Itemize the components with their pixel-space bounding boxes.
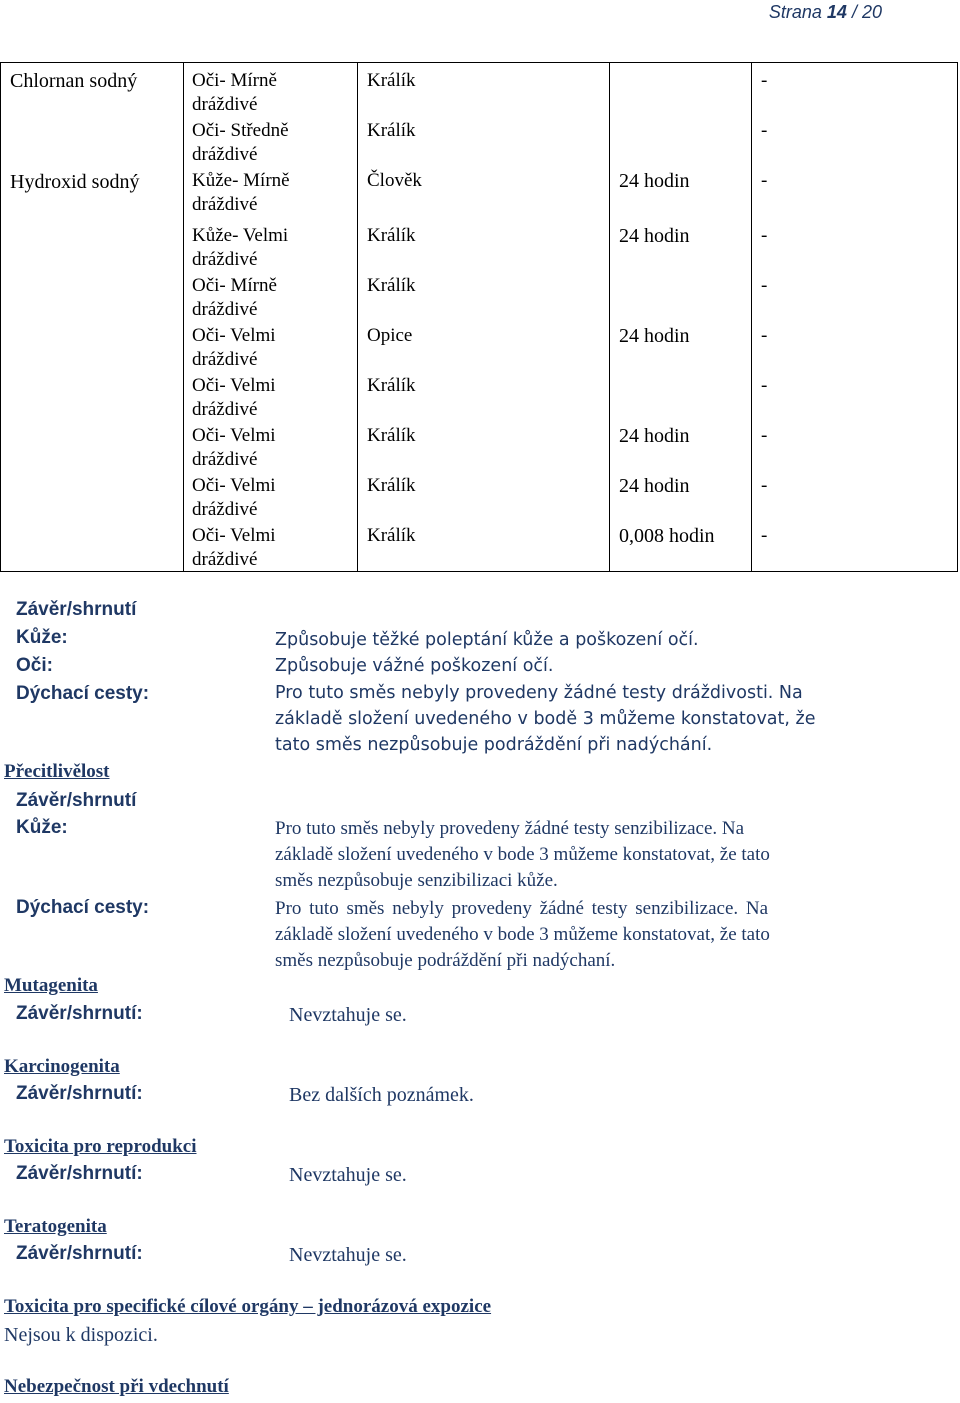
exposure-time: 24 hodin: [619, 475, 690, 497]
eyes-label: Oči:: [16, 655, 53, 676]
page-label: Strana: [768, 2, 827, 22]
text-line: Pro tuto směs nebyly provedeny žádné testy senzibilizace. Na: [275, 898, 769, 919]
effect-line-1: Oči- Mírně: [192, 70, 277, 91]
result-value: -: [761, 225, 768, 246]
test-species: Králík: [367, 525, 416, 546]
result-value: -: [761, 425, 768, 446]
result-value: -: [761, 275, 768, 296]
test-species: Králík: [367, 375, 416, 396]
skin-label: Kůže:: [16, 627, 68, 648]
table-border-left: [0, 62, 1, 572]
text-line: základě složení uvedeného v bodě 3 můžeme konstatovat, že: [275, 709, 816, 729]
sensitization-heading: Přecitlivělost: [4, 761, 110, 782]
effect-line-2: dráždivé: [192, 399, 258, 420]
exposure-time: 24 hodin: [619, 170, 690, 192]
table-border-bottom: [0, 571, 958, 572]
effect-line-2: dráždivé: [192, 94, 258, 115]
effect-line-2: dráždivé: [192, 549, 258, 570]
effect-line-1: Oči- Velmi: [192, 425, 276, 446]
teratogenicity-heading: Teratogenita: [4, 1216, 107, 1237]
table-col-divider: [751, 62, 752, 572]
respiratory-irritation-text: [275, 680, 815, 758]
skin-label: Kůže:: [16, 817, 68, 838]
effect-line-2: dráždivé: [192, 249, 258, 270]
text-line: Pro tuto směs nebyly provedeny žádné testy dráždivosti. Na: [275, 683, 803, 703]
skin-irritation-text: Způsobuje těžké poleptání kůže a poškození očí.: [275, 630, 699, 650]
teratogenicity-summary-label: Závěr/shrnutí:: [16, 1243, 143, 1264]
mutagenicity-summary-label: Závěr/shrnutí:: [16, 1003, 143, 1024]
page-number: [769, 2, 882, 23]
exposure-time: 24 hodin: [619, 225, 690, 247]
effect-line-1: Kůže- Mírně: [192, 170, 290, 191]
effect-line-1: Oči- Velmi: [192, 325, 276, 346]
text-line: směs nezpůsobuje podráždění při nadýchaní.: [275, 950, 616, 971]
effect-line-1: Kůže- Velmi: [192, 225, 289, 246]
text-line: základě složení uvedeného v bode 3 můžeme konstatovat, že tato: [275, 924, 770, 945]
text-line: tato směs nezpůsobuje podráždění při nadýchání.: [275, 735, 713, 755]
table-col-divider: [357, 62, 358, 572]
result-value: -: [761, 475, 768, 496]
exposure-time: 0,008 hodin: [619, 525, 715, 547]
effect-line-2: dráždivé: [192, 449, 258, 470]
exposure-time: 24 hodin: [619, 425, 690, 447]
test-species: Králík: [367, 70, 416, 91]
total-pages: 20: [861, 2, 882, 22]
substance-name: Chlornan sodný: [10, 70, 138, 92]
irritation-summary-title: Závěr/shrnutí: [16, 599, 137, 620]
carcinogenicity-summary-label: Závěr/shrnutí:: [16, 1083, 143, 1104]
effect-line-2: dráždivé: [192, 349, 258, 370]
carcinogenicity-text: Bez dalších poznámek.: [289, 1084, 474, 1106]
substance-name: Hydroxid sodný: [10, 171, 140, 193]
effect-line-1: Oči- Středně: [192, 120, 289, 141]
sensitization-summary-title: Závěr/shrnutí: [16, 790, 137, 811]
respiratory-sensitization-text: [275, 896, 770, 974]
carcinogenicity-heading: Karcinogenita: [4, 1056, 120, 1077]
effect-line-2: dráždivé: [192, 299, 258, 320]
effect-line-1: Oči- Velmi: [192, 375, 276, 396]
result-value: -: [761, 170, 768, 191]
test-species: Člověk: [367, 170, 422, 191]
mutagenicity-heading: Mutagenita: [4, 975, 98, 996]
mutagenicity-text: Nevztahuje se.: [289, 1004, 407, 1026]
reproductive-summary-label: Závěr/shrnutí:: [16, 1163, 143, 1184]
current-page: 14: [826, 2, 847, 22]
effect-line-1: Oči- Mírně: [192, 275, 277, 296]
effect-line-2: dráždivé: [192, 194, 258, 215]
teratogenicity-text: Nevztahuje se.: [289, 1244, 407, 1266]
effect-line-2: dráždivé: [192, 499, 258, 520]
eye-irritation-text: Způsobuje vážné poškození očí.: [275, 656, 554, 676]
table-border-top: [0, 62, 958, 63]
text-line: směs nezpůsobuje senzibilizaci kůže.: [275, 870, 558, 891]
result-value: -: [761, 120, 768, 141]
result-value: -: [761, 70, 768, 91]
table-border-right: [957, 62, 958, 572]
table-col-divider: [609, 62, 610, 572]
text-line: základě složení uvedeného v bode 3 můžeme konstatovat, že tato: [275, 844, 770, 865]
skin-sensitization-text: [275, 816, 770, 894]
test-species: Králík: [367, 275, 416, 296]
effect-line-1: Oči- Velmi: [192, 525, 276, 546]
test-species: Opice: [367, 325, 413, 346]
test-species: Králík: [367, 475, 416, 496]
stot-single-text: Nejsou k dispozici.: [4, 1324, 158, 1346]
effect-line-2: dráždivé: [192, 144, 258, 165]
respiratory-label: Dýchací cesty:: [16, 683, 150, 704]
result-value: -: [761, 325, 768, 346]
effect-line-1: Oči- Velmi: [192, 475, 276, 496]
exposure-time: 24 hodin: [619, 325, 690, 347]
result-value: -: [761, 525, 768, 546]
result-value: -: [761, 375, 768, 396]
stot-single-heading: Toxicita pro specifické cílové orgány – jednorázová expozice: [4, 1296, 492, 1317]
reproductive-toxicity-text: Nevztahuje se.: [289, 1164, 407, 1186]
table-col-divider: [183, 62, 184, 572]
respiratory-label: Dýchací cesty:: [16, 897, 150, 918]
test-species: Králík: [367, 120, 416, 141]
reproductive-toxicity-heading: Toxicita pro reprodukci: [4, 1136, 197, 1157]
text-line: Pro tuto směs nebyly provedeny žádné testy senzibilizace. Na: [275, 818, 745, 839]
page-separator: /: [846, 2, 862, 22]
aspiration-hazard-heading: Nebezpečnost při vdechnutí: [4, 1376, 229, 1397]
test-species: Králík: [367, 225, 416, 246]
test-species: Králík: [367, 425, 416, 446]
